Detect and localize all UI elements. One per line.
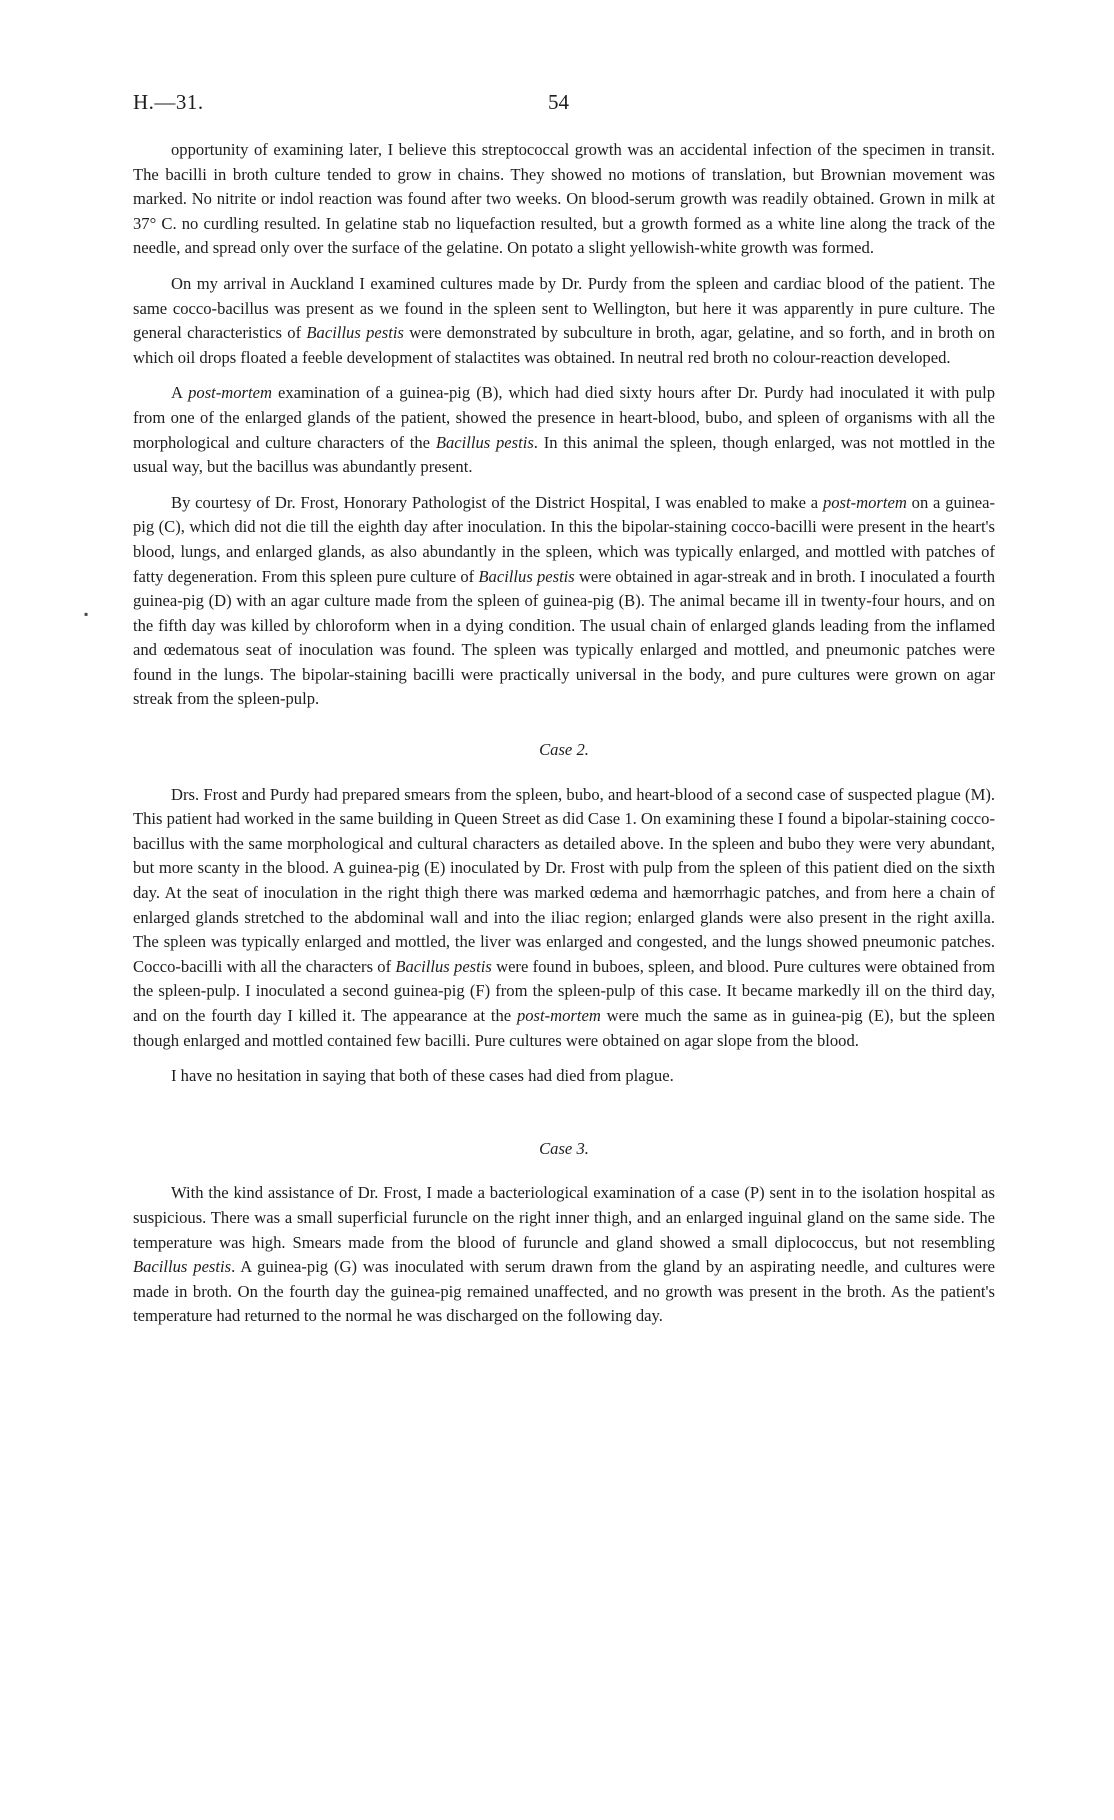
- italic-term: Bacillus pestis: [306, 323, 404, 343]
- margin-mark: ▪: [84, 607, 89, 621]
- text-run: With the kind assistance of Dr. Frost, I made a bacteriological examination of a case (P) sent in to the isolation hospital as suspicious. There was a small superficial furuncle on the right inner thigh, and an enlarged inguinal gland on the same side. The temperature was high. Smears made from the blood of furuncle and gland showed a small diplococcus, but not resembling: [133, 1183, 995, 1252]
- paragraph: [133, 272, 995, 370]
- text-run: on a guinea-pig (C), which did not die till the eighth day after inoculation. In this the bipolar-staining cocco-bacilli were present in the heart's blood, lungs, and enlarged glands, as also abundantly in the spleen, which was typically enlarged, and mottled with patches of fatty degeneration. From this spleen pure culture of: [133, 492, 995, 586]
- document-reference: H.—31.: [133, 90, 204, 114]
- text-run: opportunity of examining later, I believe this streptococcal growth was an accidental infection of the specimen in transit. The bacilli in broth culture tended to grow in chains. They showed no motions of translation, but Brownian movement was marked. No nitrite or indol reaction was found after two weeks. On blood-serum growth was readily obtained. Grown in milk at 37° C. no curdling resulted. In gelatine stab no liquefaction resulted, but a growth formed as a white line along the track of the needle, and spread only over the surface of the gelatine. On potato a slight yellowish-white growth was formed.: [133, 140, 995, 258]
- paragraph: [133, 138, 995, 261]
- text-run: Drs. Frost and Purdy had prepared smears from the spleen, bubo, and heart-blood of a second case of suspected plague (M). This patient had worked in the same building in Queen Street as did Case 1. On examining these I found a bipolar-staining cocco-bacillus with the same morphological and cultural characters as detailed above. In the spleen and bubo they were very abundant, but more scanty in the blood. A guinea-pig (E) inoculated by Dr. Frost with pulp from the spleen of this patient died on the sixth day. At the seat of inoculation in the right thigh there was marked œdema and hæmorrhagic patches, and from here a chain of enlarged glands stretched to the abdominal wall and into the iliac region; enlarged glands were also present in the right axilla. The spleen was typically enlarged and mottled, the liver was enlarged and congested, and the lungs showed pneumonic patches. Cocco-bacilli with all the characters of: [133, 784, 995, 976]
- paragraph: [133, 783, 995, 1054]
- italic-term: Bacillus pestis: [133, 1257, 232, 1277]
- paragraph: [133, 1064, 995, 1089]
- text-run: were found in buboes, spleen, and blood. Pure cultures were obtained from the spleen-pulp. I inoculated a second guinea-pig (F) from the spleen-pulp of this case. It became markedly ill on the third day, and on the fourth day I killed it. The appearance at the: [133, 956, 995, 1025]
- text-run: examination of a guinea-pig (B), which had died sixty hours after Dr. Purdy had inoculated it with pulp from one of the enlarged glands of the patient, showed the presence in heart-blood, bubo, and spleen of organisms with all the morphological and culture characters of the: [133, 383, 995, 452]
- paragraph: [133, 381, 995, 479]
- paragraph: [133, 491, 995, 712]
- italic-term: post-mortem: [516, 1006, 601, 1025]
- italic-term: post-mortem: [822, 492, 907, 512]
- italic-term: Bacillus pestis: [395, 956, 492, 976]
- section-heading-case-3: Case 3.: [539, 1138, 589, 1158]
- italic-term: Bacillus pestis: [435, 432, 534, 452]
- italic-term: post-mortem: [188, 383, 272, 403]
- text-run: . A guinea-pig (G) was inoculated with serum drawn from the gland by an aspirating needle, and cultures were made in broth. On the fourth day the guinea-pig remained unaffected, and no growth was present in the broth. As the patient's temperature had returned to the normal he was discharged on the following day.: [133, 1257, 995, 1326]
- text-run: On my arrival in Auckland I examined cultures made by Dr. Purdy from the spleen and cardiac blood of the patient. The same cocco-bacillus was present as we found in the spleen sent to Wellington, but here it was apparently in pure culture. The general characteristics of: [133, 273, 995, 343]
- text-run: were obtained in agar-streak and in broth. I inoculated a fourth guinea-pig (D) with an agar culture made from the spleen of guinea-pig (B). The animal became ill in twenty-four hours, and on the fifth day was killed by chloroform when in a dying condition. The usual chain of enlarged glands leading from the inflamed and œdematous seat of inoculation was found. The spleen was typically enlarged and mottled, and pneumonic patches were found in the lungs. The bipolar-staining bacilli were practically universal in the body, and pure cultures were grown on agar streak from the spleen-pulp.: [133, 566, 995, 709]
- text-run: A: [171, 383, 189, 403]
- text-run: were demonstrated by subculture in broth, agar, gelatine, and so forth, and in broth on which oil drops floated a feeble development of stalactites was obtained. In neutral red broth no colour-reaction developed.: [133, 323, 995, 367]
- text-run: . In this animal the spleen, though enlarged, was not mottled in the usual way, but the bacillus was abundantly present.: [133, 432, 995, 477]
- text-run: I have no hesitation in saying that both of these cases had died from plague.: [171, 1066, 674, 1086]
- page-number: 54: [548, 90, 569, 114]
- section-heading-case-2: Case 2.: [539, 740, 589, 760]
- italic-term: Bacillus pestis: [478, 566, 575, 586]
- text-run: By courtesy of Dr. Frost, Honorary Pathologist of the District Hospital, I was enabled to make a: [171, 492, 823, 512]
- text-run: were much the same as in guinea-pig (E), but the spleen though enlarged and mottled contained few bacilli. Pure cultures were obtained on agar slope from the blood.: [133, 1006, 995, 1050]
- paragraph: [133, 1181, 995, 1329]
- body-text: [133, 138, 995, 1340]
